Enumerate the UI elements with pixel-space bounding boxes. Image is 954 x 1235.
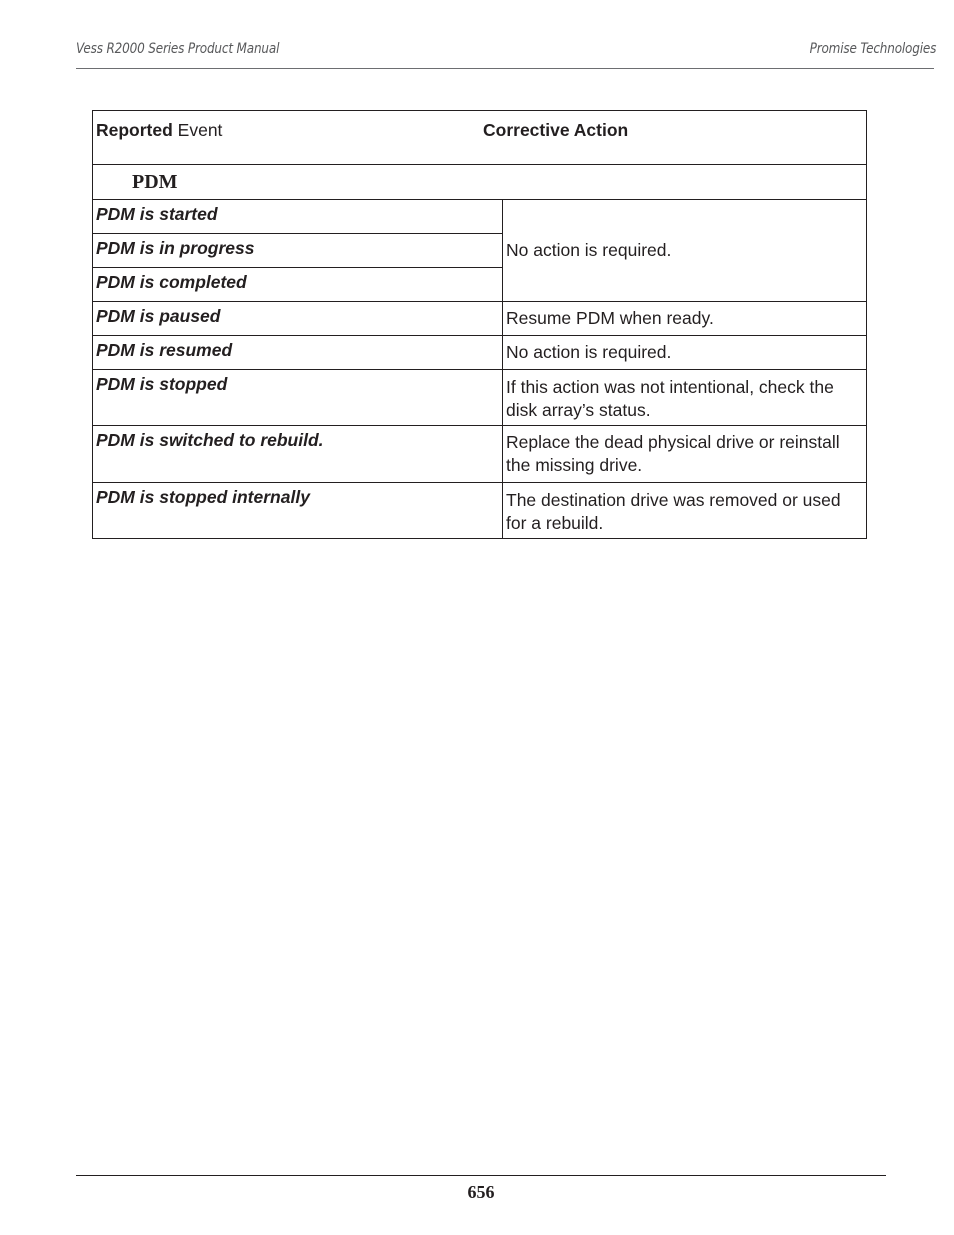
event-cell: PDM is completed xyxy=(93,268,503,302)
header-event: Event xyxy=(172,120,223,140)
event-cell: PDM is in progress xyxy=(93,234,503,268)
header-corrective-action: Corrective Action xyxy=(483,120,629,140)
event-cell: PDM is resumed xyxy=(93,336,503,370)
header-company: Promise Technologies xyxy=(809,41,936,57)
event-cell: PDM is switched to rebuild. xyxy=(93,426,503,483)
page-footer xyxy=(76,1175,886,1202)
header-reported: Reported xyxy=(96,120,173,140)
header-manual-title: Vess R2000 Series Product Manual xyxy=(76,41,280,57)
event-table xyxy=(92,110,867,539)
action-cell: The destination drive was removed or used for a rebuild. xyxy=(503,483,867,539)
section-row xyxy=(93,165,867,200)
event-cell: PDM is started xyxy=(93,200,503,234)
page-header xyxy=(76,38,934,69)
table-header-row xyxy=(93,111,867,165)
table-header-cell xyxy=(93,111,867,165)
table-row xyxy=(93,483,867,539)
event-cell: PDM is paused xyxy=(93,302,503,336)
action-cell: Replace the dead physical drive or reinstall the missing drive. xyxy=(503,426,867,483)
table-row xyxy=(93,370,867,426)
action-cell: Resume PDM when ready. xyxy=(503,302,867,336)
action-cell: No action is required. xyxy=(503,336,867,370)
page-number: 656 xyxy=(467,1182,495,1202)
table-row xyxy=(93,336,867,370)
event-cell: PDM is stopped internally xyxy=(93,483,503,539)
table-row xyxy=(93,302,867,336)
table-row xyxy=(93,426,867,483)
action-cell-merged: No action is required. xyxy=(503,200,867,302)
event-cell: PDM is stopped xyxy=(93,370,503,426)
action-cell: If this action was not intentional, check the disk array’s status. xyxy=(503,370,867,426)
section-title: PDM xyxy=(93,165,867,200)
table-row xyxy=(93,200,867,234)
